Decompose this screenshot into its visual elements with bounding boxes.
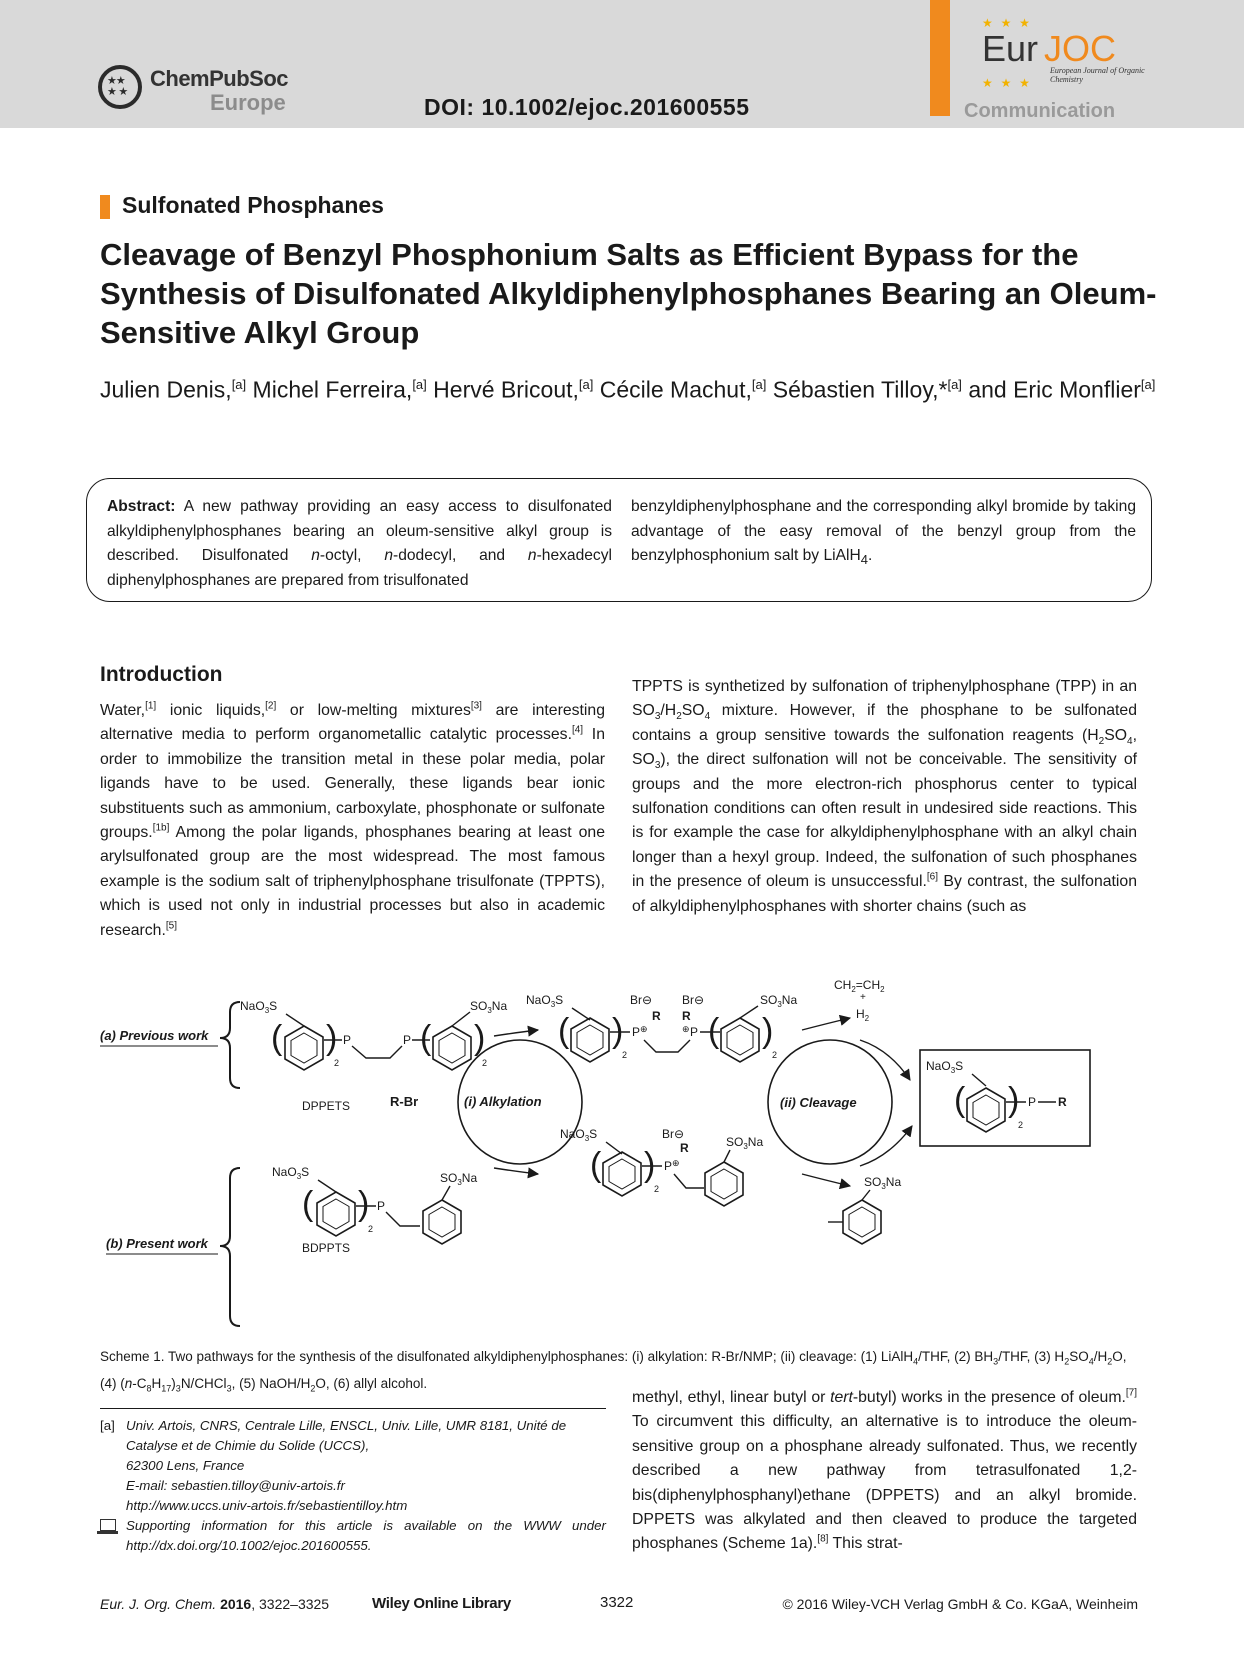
body-col-1-paragraph: Water,[1] ionic liquids,[2] or low-melting mixtures[3] are interesting alternative media to perform organometallic catalytic processes.[4] In order to immobilize the transition metal in these polar media, polar ligands have to be used. Generally, these ligands bear ionic substituents such as ammonium, carboxylate, phosphonate or sulfonate groups.[1b] Among the polar ligands, phosphanes bearing at least one arylsulfonated group are the most widespread. The most famous example is the sodium salt of triphenylphosphane trisulfonate (TPPTS), which is used not only in industrial processes but also in academic research.[5]	[100, 700, 605, 939]
svg-text:P: P	[377, 1199, 386, 1213]
svg-text:(: (	[590, 1146, 602, 1184]
wiley-online-library-logo[interactable]: Wiley Online Library	[372, 1595, 511, 1612]
svg-text:R: R	[1058, 1095, 1067, 1109]
stars-icon: ★ ★ ★	[982, 76, 1032, 90]
body-col-2-paragraph: TPPTS is synthetized by sulfonation of triphenylphosphane (TPP) in an $SO_3/H_2SO_4$ mixture. However, if the phosphane to be sulfonated contains a group sensitive towards the sulfonation reagents ($H_2SO_4$, $SO_3$), the direct sulfonation will not be conceivable. The sensitivity of groups and the more electron-rich phosphorus center to typical sulfonation conditions can often result in undesired side reactions. This is for example the case for alkyldiphenylphosphane with an alkyl chain longer than a hexyl group. Indeed, the sulfonation of such phosphanes in the presence of oleum is unsuccessful.[6] By contrast, the sulfonation of alkyldiphenylphosphanes with shorter chains (such as	[632, 678, 1137, 915]
svg-text:(: (	[708, 1012, 720, 1050]
page-footer	[0, 1596, 1244, 1620]
doi-label[interactable]: DOI: 10.1002/ejoc.201600555	[424, 94, 750, 120]
footnote-rule	[100, 1408, 606, 1409]
svg-text:Br⊖: Br⊖	[682, 993, 705, 1007]
svg-text:R: R	[680, 1141, 689, 1155]
svg-text:(: (	[271, 1019, 283, 1057]
svg-text:2: 2	[622, 1050, 628, 1060]
svg-text:NaO3S: NaO$_3$S	[526, 993, 564, 1009]
benzylphosphonium-structure	[560, 1127, 763, 1206]
svg-text:SO3Na: $SO_3Na$	[760, 993, 798, 1009]
svg-text:): )	[1008, 1081, 1020, 1119]
scheme-label-previous: (a) Previous work	[100, 1028, 209, 1043]
alkyl-bromide-label: R-Br	[390, 1094, 419, 1109]
bdppts-label: BDPPTS	[302, 1241, 351, 1255]
product-structure	[926, 1059, 1067, 1132]
svg-text:P: P	[690, 1025, 699, 1039]
affiliation: Univ. Artois, CNRS, Centrale Lille, ENSCL, Univ. Lille, UMR 8181, Unité de Catalyse et de Chimie du Solide (UCCS), 62300 Lens, France E-mail: sebastien.tilloy@univ-artois.fr http://www.uccs.univ-artois.fr/sebastientilloy.htm	[126, 1418, 567, 1513]
svg-text:(: (	[420, 1019, 432, 1057]
article-title: Cleavage of Benzyl Phosphonium Salts as Efficient Bypass for the Synthesis of Disulfonated Alkyldiphenylphosphanes Bearing an Oleum-Sensitive Alkyl Group	[100, 237, 1157, 350]
svg-text:SO3Na: $SO_3Na$	[470, 999, 508, 1015]
bdppts-structure	[272, 1165, 477, 1255]
page-number: 3322	[600, 1594, 634, 1611]
svg-text:2: 2	[654, 1184, 660, 1194]
svg-text:R: R	[652, 1009, 661, 1023]
svg-text:SO3Na: $SO_3Na$	[864, 1175, 902, 1191]
section-name: Sulfonated Phosphanes	[122, 192, 384, 218]
abstract-col-1: Abstract: A new pathway providing an easy access to disulfonated alkyldiphenylphosphanes bearing an oleum-sensitive alkyl group is described. Disulfonated n-octyl, n-dodecyl, and n-hexadecyl diphenylphosphanes are prepared from trisulfonated	[107, 498, 612, 589]
publisher-name: ChemPubSoc	[150, 66, 289, 91]
svg-text:P: P	[1028, 1095, 1037, 1109]
svg-text:Br⊖: Br⊖	[662, 1127, 685, 1141]
chempubsoc-logo	[98, 60, 298, 120]
stars-icon: ★ ★ ★	[982, 16, 1032, 30]
reaction-scheme	[90, 978, 1170, 1330]
abstract-text-1: A new pathway providing an easy access to disulfonated alkyldiphenylphosphanes bearing an oleum-sensitive alkyl group is described. Disulfonated n-octyl, n-dodecyl, and n-hexadecyl diphenylphosphanes are prepared from trisulfonated	[107, 498, 612, 589]
supporting-info[interactable]: Supporting information for this article is available on the WWW under http://dx.doi.org/10.1002/ejoc.201600555.	[126, 1518, 606, 1553]
alkylation-label: (i) Alkylation	[464, 1094, 542, 1109]
scheme-caption: Scheme 1. Two pathways for the synthesis of the disulfonated alkyldiphenylphosphanes: (i) alkylation: R-Br/NMP; (ii) cleavage: (1) LiAlH$_4$/THF, (2) $BH_3$/THF, (3) $H_2SO_4/H_2O$, (4) $(n-C_8H_{17})_3N/CHCl_3$, (5) NaOH/$H_2O$, (6) allyl alcohol.	[100, 1349, 1127, 1394]
svg-text:2: 2	[334, 1058, 340, 1068]
journal-citation: Eur. J. Org. Chem. 2016, 3322–3325	[100, 1596, 330, 1612]
svg-text:2: 2	[482, 1058, 488, 1068]
svg-text:): )	[358, 1185, 370, 1223]
svg-text:NaO3S: NaO$_3$S	[560, 1127, 598, 1143]
author-list: Julien Denis,[a] Michel Ferreira,[a] Hervé Bricout,[a] Cécile Machut,[a] Sébastien Tilloy,*[a] and Eric Monflier[a]	[100, 376, 1156, 403]
body-col-2-paragraph-2: methyl, ethyl, linear butyl or tert-butyl) works in the presence of oleum.[7] To circumvent this difficulty, an alternative is to introduce the oleum-sensitive group on a phosphane already sulfonated. Thus, we recently described a new pathway from tetrasulfonated 1,2-bis(diphenylphosphanyl)ethane (DPPETS) and an alkyl bromide. DPPETS was alkylated and then cleaved to produce the targeted phosphanes (Scheme 1a).[8] This strat-	[632, 1387, 1137, 1553]
article-type: Communication	[964, 100, 1116, 122]
accent-bar	[930, 0, 950, 116]
svg-text:SO3Na: $SO_3Na$	[726, 1135, 764, 1151]
svg-text:): )	[326, 1019, 338, 1057]
cleavage-label: (ii) Cleavage	[780, 1095, 857, 1110]
svg-text:2: 2	[1018, 1120, 1024, 1130]
svg-text:R: R	[682, 1009, 691, 1023]
svg-text:⊕: ⊕	[640, 1024, 648, 1034]
svg-text:P: P	[632, 1025, 641, 1039]
svg-text:NaO3S: NaO$_3$S	[240, 999, 278, 1015]
svg-text:(: (	[302, 1185, 314, 1223]
svg-text:NaO3S: NaO$_3$S	[272, 1165, 310, 1181]
dppets-label: DPPETS	[302, 1099, 351, 1113]
svg-text:SO3Na: $SO_3Na$	[440, 1171, 478, 1187]
benzenesulfonate-byproduct	[828, 1175, 901, 1244]
svg-text:+: +	[860, 992, 866, 1003]
abstract-col-2: benzyldiphenylphosphane and the corresponding alkyl bromide by taking advantage of the easy removal of the benzyl group from the benzylphosphonium salt by LiAlH$_4$.	[631, 498, 1136, 568]
bisphosphonium-structure	[526, 993, 797, 1062]
eurjoc-logo: ★ ★ ★ Eur JOC European Journal of Organic Chemistry ★ ★ ★	[982, 16, 1145, 90]
svg-text:): )	[762, 1012, 774, 1050]
svg-text:2: 2	[772, 1050, 778, 1060]
chempubsoc-emblem-icon: ★★ ★ ★	[98, 65, 142, 109]
scheme-label-present: (b) Present work	[106, 1236, 208, 1251]
svg-text:(: (	[558, 1012, 570, 1050]
abstract-box	[86, 478, 1152, 602]
svg-text:(: (	[954, 1081, 966, 1119]
svg-text:⊕: ⊕	[672, 1158, 680, 1168]
svg-text:): )	[612, 1012, 624, 1050]
page-header	[0, 0, 1244, 128]
ethylene-label: $CH_2=CH_2$	[834, 978, 885, 994]
introduction-heading: Introduction	[100, 663, 223, 686]
svg-text:): )	[474, 1019, 486, 1057]
computer-icon	[100, 1519, 116, 1531]
svg-text:P: P	[343, 1033, 352, 1047]
hydrogen-label: $H_2$	[856, 1007, 870, 1023]
publisher-region: Europe	[210, 90, 286, 115]
svg-text:NaO3S: NaO$_3$S	[926, 1059, 964, 1075]
svg-text:P: P	[664, 1159, 673, 1173]
svg-text:): )	[644, 1146, 656, 1184]
svg-text:2: 2	[368, 1224, 374, 1234]
svg-text:P: P	[403, 1033, 412, 1047]
svg-text:Br⊖: Br⊖	[630, 993, 653, 1007]
svg-text:⊕: ⊕	[682, 1024, 690, 1034]
copyright: © 2016 Wiley-VCH Verlag GmbH & Co. KGaA, Weinheim	[782, 1596, 1138, 1612]
